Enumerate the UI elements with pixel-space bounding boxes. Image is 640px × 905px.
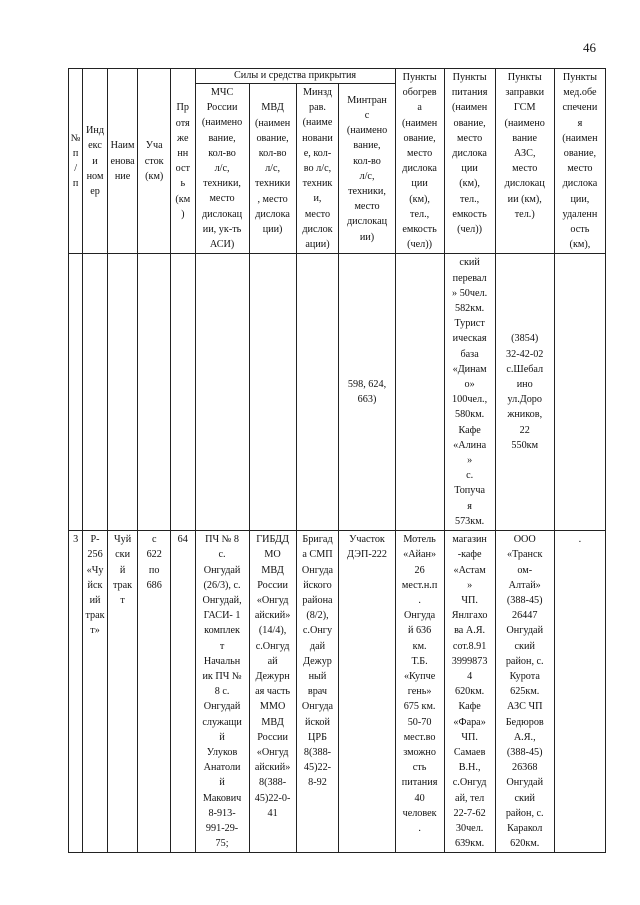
header-mintrans: Минтран с (наимено вание, кол-во л/с, техники, место дислокац ии) [339,84,395,254]
cell-minzdrav: Бригад а СМП Онгуда йского района (8/2), с.Онгу дай Дежур ный врач Онгуда йской ЦРБ 8(388- 45)22- 8-92 [296,531,339,853]
forces-table [68,68,606,853]
cell-mchs [195,254,249,531]
header-mchs: МЧС России (наимено вание, кол-во л/с, техники, место дислокац ии, ук-ть АСИ) [195,84,249,254]
cell-mchs: ПЧ № 8 с. Онгудай (26/3), с. Онгудай, ГАСИ- 1 комплек т Начальн ик ПЧ № 8 с. Онгудай служащи й Улуков Анатоли й Макович 8-913- 991-29- 75; [195,531,249,853]
cell-medical [554,254,605,531]
cell-length: 64 [171,531,195,853]
header-heating: Пункты обогрев а (наимен ование, место дислока ции (км), тел., емкость (чел)) [395,69,444,254]
header-medical: Пункты мед.обе спечени я (наимен ование, место дислока ции, удаленн ость (км), [554,69,605,254]
header-food: Пункты питания (наимен ование, место дислока ции (км), тел., емкость (чел)) [444,69,495,254]
cell-section [138,254,171,531]
cell-mvd [249,254,296,531]
cell-num [69,254,83,531]
cell-index: Р- 256 «Чу йск ий трак т» [83,531,107,853]
cell-num: 3 [69,531,83,853]
cell-name: Чуй ски й трак т [107,531,138,853]
table-row-continuation [69,254,606,531]
header-forces-group: Силы и средства прикрытия [195,69,395,84]
cell-name [107,254,138,531]
cell-fuel: (3854) 32-42-02 с.Шебал ино ул.Доро жников, 22 550км [495,254,554,531]
cell-heating: Мотель «Айан» 26 мест.н.п . Онгуда й 636 км. Т.Б. «Купче гень» 675 км. 50-70 мест.во зможно сть питания 40 человек . [395,531,444,853]
header-fuel: Пункты заправки ГСМ (наимено вание АЗС, место дислокац ии (км), тел.) [495,69,554,254]
table-row-3 [69,531,606,853]
cell-section: с 622 по 686 [138,531,171,853]
cell-heating [395,254,444,531]
header-index: Инд екс и ном ер [83,69,107,254]
cell-mintrans: Участок ДЭП-222 [339,531,395,853]
cell-length [171,254,195,531]
cell-medical: . [554,531,605,853]
table-header-row [69,69,606,84]
cell-food: ский перевал » 50чел. 582км. Турист ическая база «Динам о» 100чел., 580км. Кафе «Алина » с. Топуча я 573км. [444,254,495,531]
header-length: Пр отя же нн ост ь (км ) [171,69,195,254]
header-mvd: МВД (наимен ование, кол-во л/с, техники , место дислока ции) [249,84,296,254]
cell-index [83,254,107,531]
cell-mvd: ГИБДД МО МВД России «Онгуд айский» (14/4), с.Онгуд ай Дежурн ая часть ММО МВД России «Онгуд айский» 8(388- 45)22-0- 41 [249,531,296,853]
cell-minzdrav [296,254,339,531]
header-minzdrav: Минзд рав. (наиме новани е, кол- во л/с, техник и, место дислок ации) [296,84,339,254]
cell-food: магазин -кафе «Астам » ЧП. Янлгахо ва А.Я. сот.8.91 3999873 4 620км. Кафе «Фара» ЧП. Самаев В.Н., с.Онгуд ай, тел 22-7-62 30чел. 639км. [444,531,495,853]
header-section: Уча сток (км) [138,69,171,254]
header-num: № п / п [69,69,83,254]
page-number: 46 [583,40,596,55]
cell-mintrans: 598, 624, 663) [339,254,395,531]
header-name: Наим енова ние [107,69,138,254]
cell-fuel: ООО «Транск ом- Алтай» (388-45) 26447 Онгудай ский район, с. Курота 625км. АЗС ЧП Бедюров А.Я., (388-45) 26368 Онгудай ский район, с. Каракол 620км. [495,531,554,853]
